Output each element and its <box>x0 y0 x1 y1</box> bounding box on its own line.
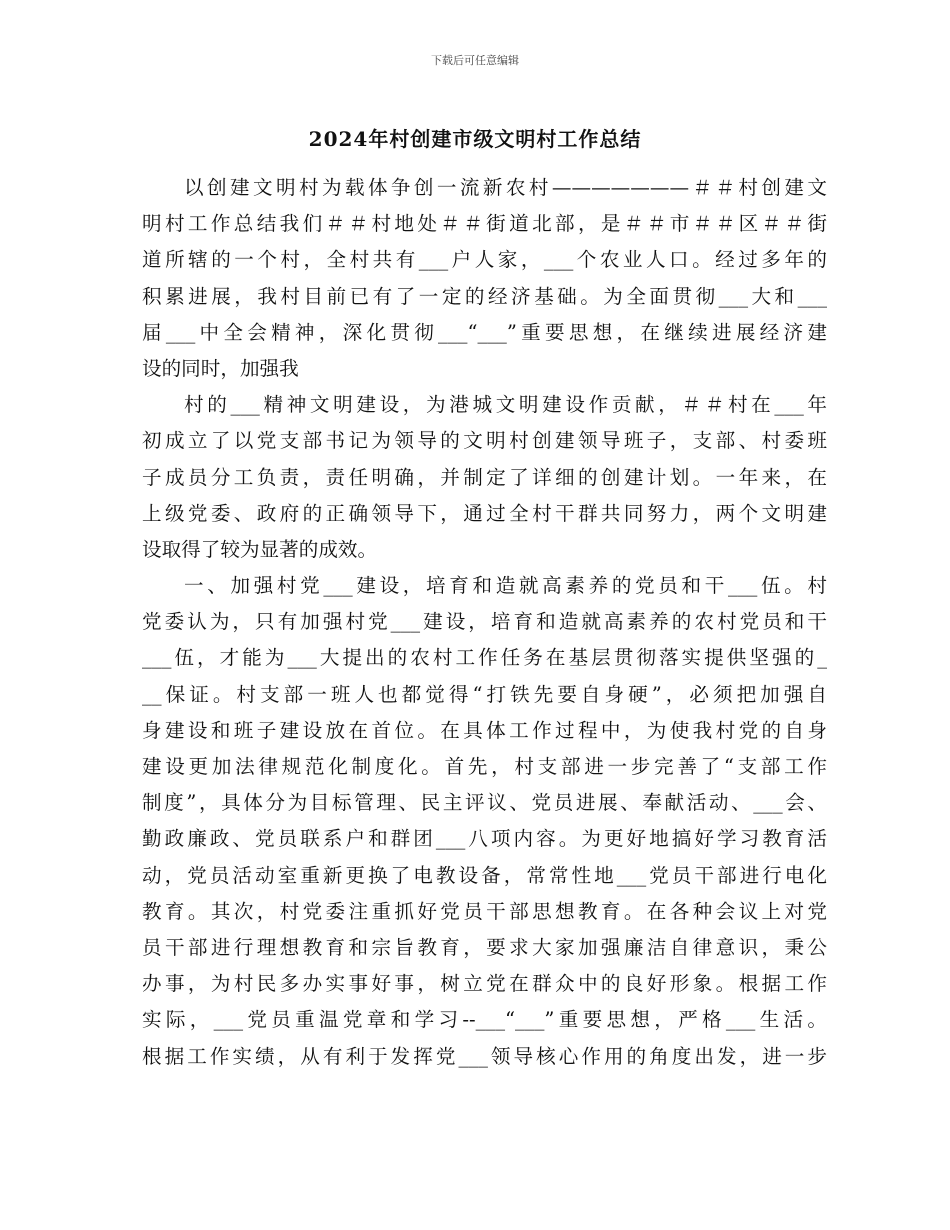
text-line: 村的___精神文明建设，为港城文明建设作贡献，＃＃村在___年 <box>184 393 827 417</box>
text-line: 根据工作实绩，从有利于发挥党___领导核心作用的角度出发，进一步 <box>142 1044 827 1068</box>
text-line: 实际，___党员重温党章和学习--___“___”重要思想，严格___生活。 <box>142 1008 827 1032</box>
text-line: 勤政廉政、党员联系户和群团___八项内容。为更好地搞好学习教育活 <box>142 827 827 851</box>
text-line: 身建设和班子建设放在首位。在具体工作过程中，为使我村党的自身 <box>142 718 827 742</box>
text-line: 设取得了较为显著的成效。 <box>142 537 378 561</box>
text-line: 子成员分工负责，责任明确，并制定了详细的创建计划。一年来，在 <box>142 465 827 489</box>
text-line: 明村工作总结我们＃＃村地处＃＃街道北部，是＃＃市＃＃区＃＃街 <box>142 212 827 236</box>
text-line: 上级党委、政府的正确领导下，通过全村干群共同努力，两个文明建 <box>142 501 827 525</box>
text-line: 制度”，具体分为目标管理、民主评议、党员进展、奉献活动、___会、 <box>142 791 827 815</box>
text-line: 动，党员活动室重新更换了电教设备，常常性地___党员干部进行电化 <box>142 863 827 887</box>
header-note: 下载后可任意编辑 <box>431 54 519 67</box>
text-line: 初成立了以党支部书记为领导的文明村创建领导班子，支部、村委班 <box>142 429 827 453</box>
text-line: 道所辖的一个村，全村共有___户人家，___个农业人口。经过多年的 <box>142 248 827 272</box>
document-body <box>142 170 827 1075</box>
text-line: 员干部进行理想教育和宗旨教育，要求大家加强廉洁自律意识，秉公 <box>142 935 827 959</box>
text-line: 建设更加法律规范化制度化。首先，村支部进一步完善了“支部工作 <box>142 755 827 778</box>
text-line: 积累进展，我村目前已有了一定的经济基础。为全面贯彻___大和___ <box>142 284 827 308</box>
text-line: 设的同时，加强我 <box>142 356 299 380</box>
text-line: 以创建文明村为载体争创一流新农村———————＃＃村创建文 <box>184 176 827 199</box>
text-line: 教育。其次，村党委注重抓好党员干部思想教育。在各种会议上对党 <box>142 899 827 923</box>
text-line: 办事，为村民多办实事好事，树立党在群众中的良好形象。根据工作 <box>142 972 827 996</box>
text-line: ___伍，才能为___大提出的农村工作任务在基层贯彻落实提供坚强的_ <box>142 646 827 670</box>
text-line: 党委认为，只有加强村党___建设，培育和造就高素养的农村党员和干 <box>142 610 827 634</box>
text-line: 届___中全会精神，深化贯彻___“___”重要思想，在继续进展经济建 <box>142 320 827 344</box>
text-line: 一、加强村党___建设，培育和造就高素养的党员和干___伍。村 <box>184 574 827 598</box>
text-line: __保证。村支部一班人也都觉得“打铁先要自身硬”，必须把加强自 <box>142 682 827 706</box>
document-title: 2024年村创建市级文明村工作总结 <box>308 127 642 151</box>
